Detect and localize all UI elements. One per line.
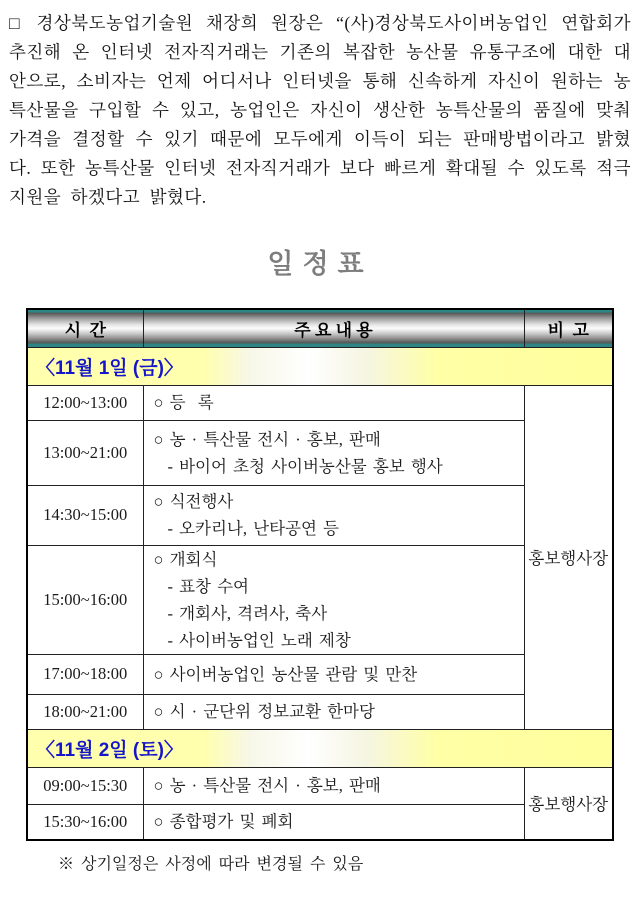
content-subline: - 표창 수여 (167, 576, 250, 596)
section-row-day1 (27, 347, 613, 385)
content-line: ○ 개회식 (153, 549, 218, 569)
content-cell (143, 545, 524, 654)
table-header-row (27, 309, 613, 347)
content-cell (143, 804, 524, 840)
content-cell (143, 767, 524, 804)
time-cell: 17:00~18:00 (27, 654, 143, 694)
header-content: 주 요 내 용 (143, 309, 524, 347)
time-cell: 13:00~21:00 (27, 420, 143, 485)
section-label-day2: 〈11월 2일 (토)〉 (27, 729, 613, 767)
content-cell (143, 654, 524, 694)
content-line: ○ 식전행사 (153, 492, 234, 511)
content-line: ○ 종합평가 및 폐회 (153, 812, 294, 832)
time-cell: 15:30~16:00 (27, 804, 143, 840)
time-cell: 15:00~16:00 (27, 545, 143, 654)
table-row (27, 767, 613, 804)
content-cell (143, 485, 524, 545)
remarks-cell-day1: 홍보행사장 (524, 385, 613, 729)
paragraph-text: 경상북도농업기술원 채장희 원장은 “(사)경상북도사이버농업인 연합회가 추진해 온 인터넷 전자직거래는 기존의 복잡한 농산물 유통구조에 대한 대안으로, 소비자는 언제 어디서나 인터넷을 통해 신속하게 자신이 원하는 농특산물을 구입할 수 있고, 농업인은 자신이 생산한 농특산물의 품질에 맞춰 가격을 결정할 수 있기 때문에 모두에게 이득이 되는 판매방법이라고 밝혔다. 또한 농특산물 인터넷 전자직거래가 보다 빠르게 확대될 수 있도록 적극 지원을 하겠다고 밝혔다. (9, 13, 632, 207)
content-line: ○ 사이버농업인 농산물 관람 및 만찬 (153, 664, 418, 684)
content-line: ○ 농 · 특산물 전시 · 홍보, 판매 (153, 429, 381, 449)
time-cell: 12:00~13:00 (27, 385, 143, 420)
footnote: ※ 상기일정은 사정에 따라 변경될 수 있음 (58, 856, 364, 873)
content-cell (143, 420, 524, 485)
content-line: ○ 등 록 (153, 393, 214, 412)
content-cell (143, 385, 524, 420)
remarks-cell-day2: 홍보행사장 (524, 767, 613, 840)
time-cell: 18:00~21:00 (27, 694, 143, 729)
content-subline: - 사이버농업인 노래 제창 (167, 630, 351, 650)
table-row (27, 385, 613, 420)
intro-paragraph (0, 0, 640, 212)
time-cell: 14:30~15:00 (27, 485, 143, 545)
schedule-table (26, 308, 614, 841)
section-row-day2 (27, 729, 613, 767)
content-line: ○ 시 · 군단위 정보교환 한마당 (153, 702, 375, 721)
time-cell: 09:00~15:30 (27, 767, 143, 804)
schedule-title: 일정표 (267, 249, 373, 279)
section-label-day1: 〈11월 1일 (금)〉 (27, 347, 613, 385)
header-remarks: 비 고 (524, 309, 613, 347)
content-cell (143, 694, 524, 729)
header-time: 시 간 (27, 309, 143, 347)
content-subline: - 바이어 초청 사이버농산물 홍보 행사 (167, 456, 443, 476)
content-subline: - 오카리나, 난타공연 등 (167, 519, 339, 538)
content-line: ○ 농 · 특산물 전시 · 홍보, 판매 (153, 776, 381, 795)
paragraph-bullet: □ (9, 13, 24, 33)
content-subline: - 개회사, 격려사, 축사 (167, 603, 328, 623)
